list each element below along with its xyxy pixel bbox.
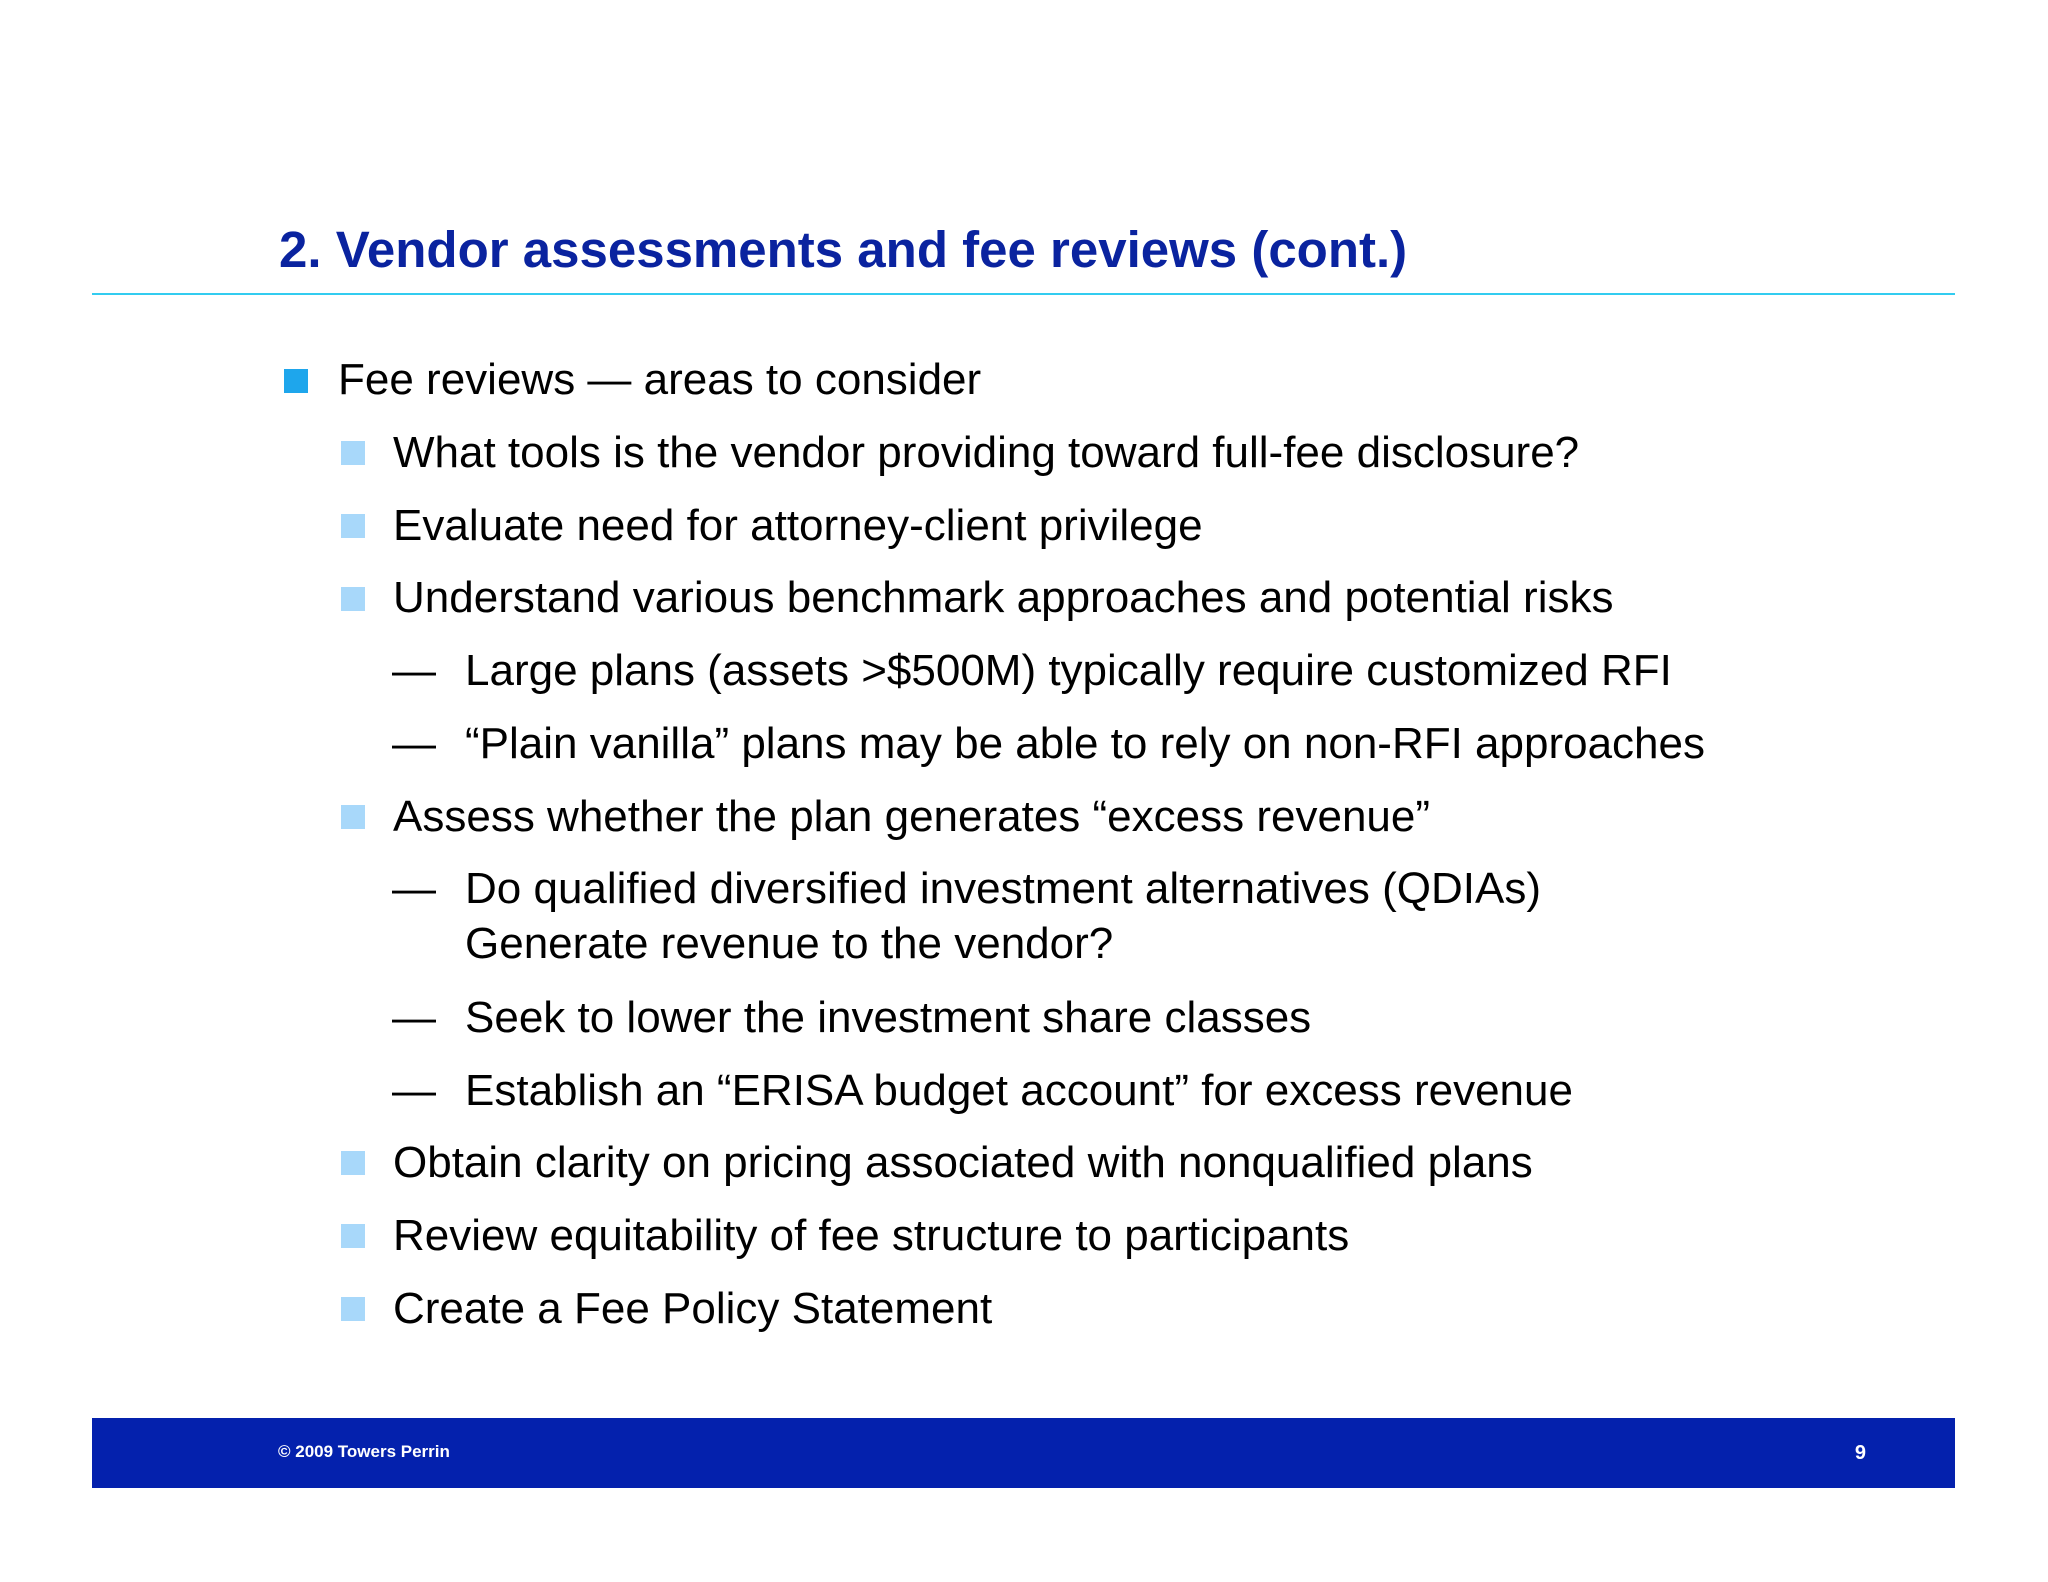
- bullet-item: Large plans (assets >$500M) typically require customized RFI: [465, 646, 1672, 695]
- bullet-item: Understand various benchmark approaches and potential risks: [393, 573, 1614, 622]
- dash-bullet-icon: —: [392, 993, 436, 1042]
- square-bullet-icon: [341, 1297, 365, 1321]
- bullet-item: Obtain clarity on pricing associated with nonqualified plans: [393, 1138, 1533, 1187]
- dash-bullet-icon: —: [392, 1066, 436, 1115]
- square-bullet-icon: [341, 441, 365, 465]
- square-bullet-icon: [284, 369, 308, 393]
- dash-bullet-icon: —: [392, 646, 436, 695]
- square-bullet-icon: [341, 587, 365, 611]
- bullet-item: Create a Fee Policy Statement: [393, 1284, 993, 1333]
- bullet-item: Assess whether the plan generates “excess revenue”: [393, 792, 1431, 841]
- square-bullet-icon: [341, 1151, 365, 1175]
- copyright-text: © 2009 Towers Perrin: [278, 1442, 450, 1461]
- bullet-item: Seek to lower the investment share classes: [465, 993, 1312, 1042]
- title-divider: [92, 293, 1955, 295]
- bullet-item: Review equitability of fee structure to participants: [393, 1211, 1350, 1260]
- bullet-item: Do qualified diversified investment alternatives (QDIAs): [465, 864, 1542, 913]
- bullet-item: “Plain vanilla” plans may be able to rely on non-RFI approaches: [465, 719, 1705, 768]
- page-number: 9: [1854, 1442, 1866, 1464]
- slide-title: 2. Vendor assessments and fee reviews (cont.): [279, 221, 1408, 278]
- square-bullet-icon: [341, 514, 365, 538]
- footer-bar: [92, 1418, 1955, 1488]
- bullet-item: Establish an “ERISA budget account” for excess revenue: [465, 1066, 1573, 1115]
- bullet-item: What tools is the vendor providing toward full-fee disclosure?: [393, 428, 1580, 477]
- bullet-item-continuation: Generate revenue to the vendor?: [465, 919, 1114, 968]
- square-bullet-icon: [341, 805, 365, 829]
- dash-bullet-icon: —: [392, 719, 436, 768]
- bullet-item: Evaluate need for attorney-client privilege: [393, 501, 1203, 550]
- dash-bullet-icon: —: [392, 864, 436, 913]
- bullet-item: Fee reviews — areas to consider: [338, 355, 982, 404]
- square-bullet-icon: [341, 1224, 365, 1248]
